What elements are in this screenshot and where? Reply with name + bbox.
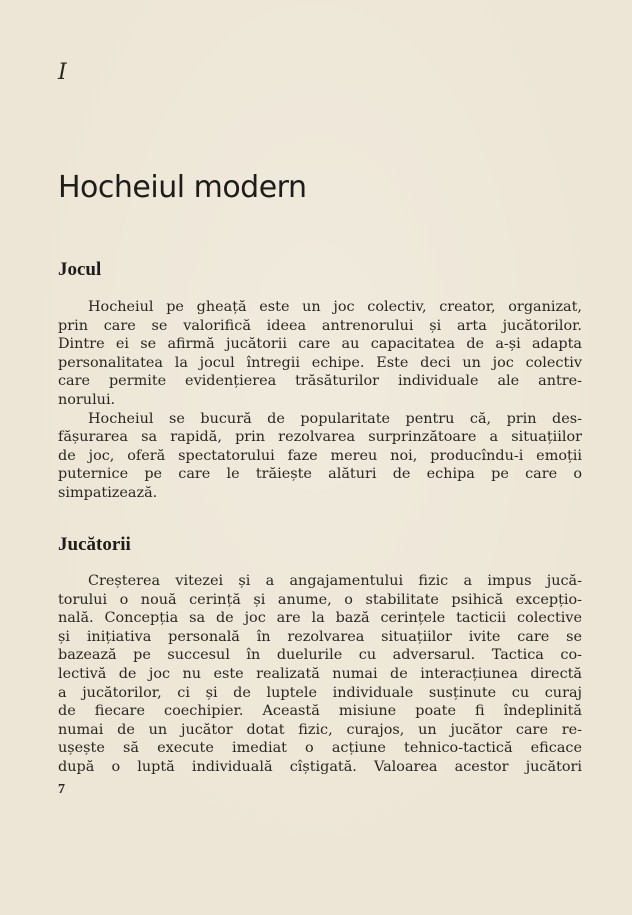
text-line: după o luptă individuală cîștigată. Valoarea acestor jucători xyxy=(58,758,582,775)
text-line: fășurarea sa rapidă, prin rezolvarea surprinzătoare a situațiilor xyxy=(58,429,582,446)
text-line: puternice pe care le trăiește alături de echipa pe care o xyxy=(58,466,582,483)
paragraph xyxy=(58,410,582,503)
text-line: numai de un jucător dotat fizic, curajos, un jucător care re- xyxy=(58,721,582,738)
text-line: de fiecare coechipier. Această misiune poate fi îndeplinită xyxy=(58,703,582,720)
text-line: a jucătorilor, ci și de luptele individuale susținute cu curaj xyxy=(58,684,582,701)
text-line: Dintre ei se afirmă jucătorii care au capacitatea de a-și adapta xyxy=(58,336,582,353)
chapter-number: I xyxy=(58,60,67,85)
section-body-jucatorii xyxy=(58,572,582,777)
page-number: 7 xyxy=(58,782,65,797)
chapter-title: Hocheiul modern xyxy=(58,170,307,205)
section-heading-jocul: Jocul xyxy=(58,259,102,280)
text-line: Creșterea vitezei și a angajamentului fizic a impus jucă- xyxy=(88,573,582,589)
text-line: nală. Concepția sa de joc are la bază cerințele tacticii colective xyxy=(58,610,582,627)
text-line: de joc, oferă spectatorului faze mereu noi, producîndu-i emoții xyxy=(58,447,582,464)
paragraph xyxy=(58,572,582,777)
section-heading-jucatorii: Jucătorii xyxy=(58,534,131,555)
text-line: Hocheiul se bucură de popularitate pentru că, prin des- xyxy=(88,410,582,427)
text-line: Hocheiul pe gheață este un joc colectiv, creator, organizat, xyxy=(88,299,582,315)
text-line: lectivă de joc nu este realizată numai de interacțiunea directă xyxy=(58,665,582,682)
text-line: și inițiativa personală în rezolvarea situațiilor ivite care se xyxy=(58,628,582,645)
text-line: ușește să execute imediat o acțiune tehnico-tactică eficace xyxy=(58,740,582,757)
paragraph xyxy=(58,298,582,410)
section-body-jocul xyxy=(58,298,582,503)
text-line: simpatizează. xyxy=(58,484,158,501)
text-line: norului. xyxy=(58,391,116,408)
text-line: prin care se valorifică ideea antrenorului și arta jucătorilor. xyxy=(58,317,582,334)
text-line: bazează pe succesul în duelurile cu adversarul. Tactica co- xyxy=(58,647,582,664)
text-line: care permite evidențierea trăsăturilor individuale ale antre- xyxy=(58,373,582,390)
text-line: torului o nouă cerință și anume, o stabilitate psihică excepțio- xyxy=(58,591,582,608)
text-line: personalitatea la jocul întregii echipe. Este deci un joc colectiv xyxy=(58,354,582,371)
